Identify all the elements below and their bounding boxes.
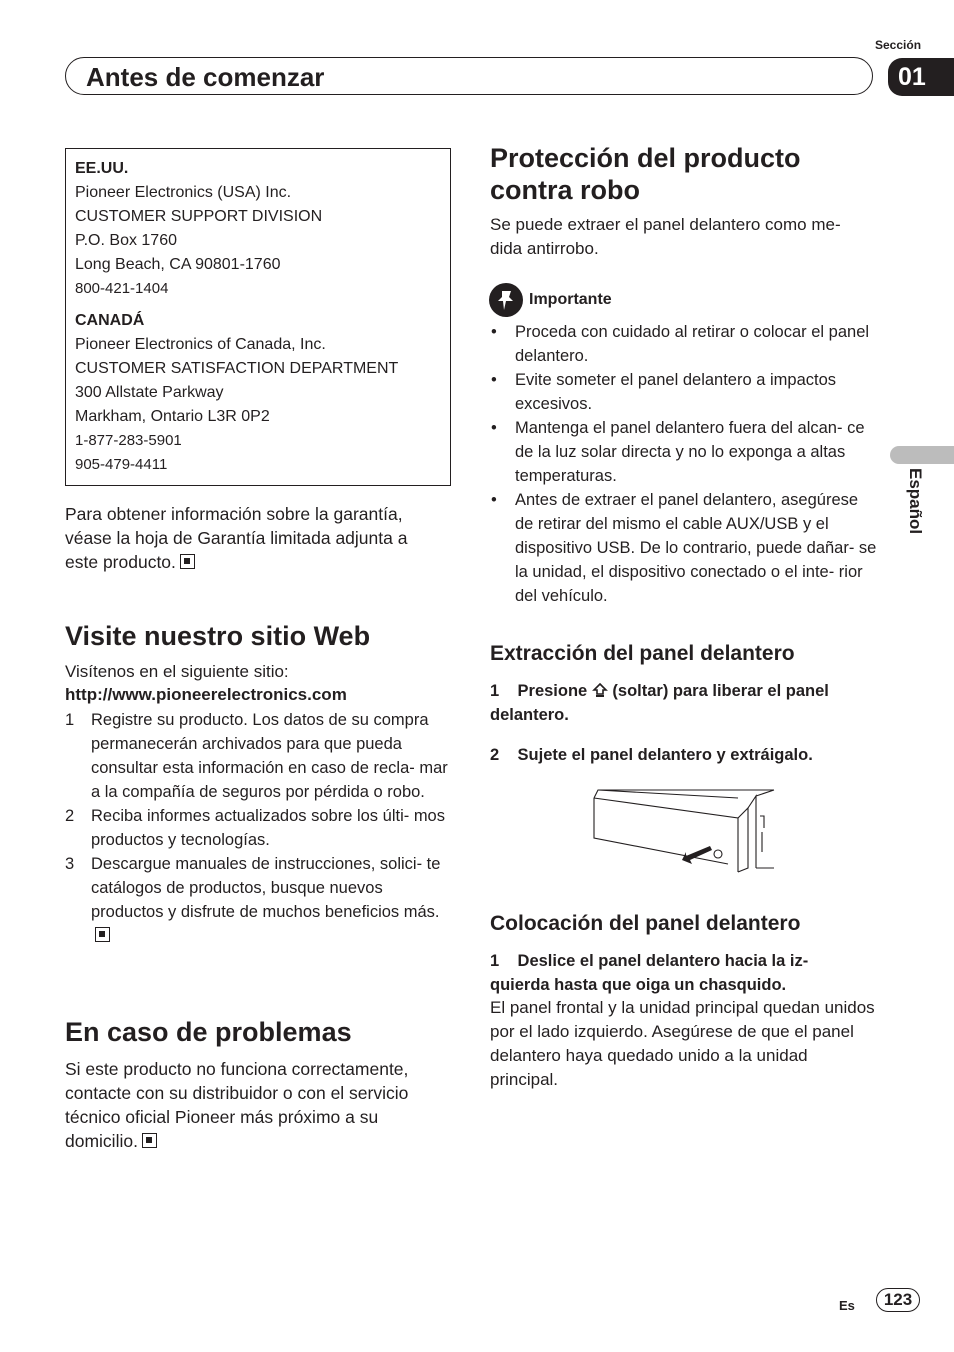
- warranty-paragraph: [65, 502, 445, 574]
- chapter-title: Antes de comenzar: [86, 62, 325, 92]
- chapter-header: [65, 57, 873, 95]
- usa-line: Long Beach, CA 90801-1760: [75, 256, 281, 273]
- list-item-number: 3: [65, 855, 75, 873]
- section-label: Sección: [875, 38, 922, 52]
- bullet-icon: •: [491, 371, 497, 389]
- list-item-text: Mantenga el panel delantero fuera del alcan- ce de la luz solar directa y no lo exponga a altas temperaturas.: [515, 419, 865, 485]
- important-bullets: [489, 320, 877, 608]
- step-text: (soltar) para liberar el panel delantero.: [490, 682, 829, 724]
- important-label: Importante: [529, 291, 612, 308]
- step-text: Deslice el panel delantero hacia la iz- quierda hasta que oiga un chasquido.: [490, 952, 809, 994]
- web-benefits-list: [65, 708, 451, 948]
- canada-line: CUSTOMER SATISFACTION DEPARTMENT: [75, 360, 399, 377]
- web-url-link[interactable]: http://www.pioneerelectronics.com: [65, 685, 347, 704]
- list-item-text: Evite someter el panel delantero a impactos excesivos.: [515, 371, 837, 413]
- problems-text: Si este producto no funciona correctamente, contacte con su distribuidor o con el servicio técnico oficial Pioneer más próximo a su domicilio.: [65, 1059, 409, 1151]
- usa-phone: 800-421-1404: [75, 280, 169, 297]
- attach-step-1: [490, 949, 870, 997]
- problems-paragraph: [65, 1057, 445, 1153]
- list-item-text: Registre su producto. Los datos de su compra permanecerán archivados para que pueda consultar esta información en caso de recla- mar a la compañía de seguros por pérdida o robo.: [91, 711, 448, 801]
- list-item: [65, 804, 451, 852]
- usa-heading: EE.UU.: [75, 160, 129, 177]
- important-notice-header: [489, 283, 612, 317]
- removal-step-2: [490, 743, 880, 767]
- end-mark-icon: [142, 1133, 157, 1148]
- end-mark-icon: [95, 927, 110, 942]
- bullet-icon: •: [491, 491, 497, 509]
- canada-heading: CANADÁ: [75, 312, 145, 329]
- pushpin-icon: [489, 283, 523, 317]
- list-item-number: 1: [65, 711, 75, 729]
- protection-section-title: [490, 142, 801, 206]
- bullet-icon: •: [491, 419, 497, 437]
- list-item: [489, 416, 877, 488]
- step-number: 2: [490, 746, 500, 764]
- list-item-text: Antes de extraer el panel delantero, asegúrese de retirar del mismo el cable AUX/USB y el dispositivo USB. De lo contrario, puede dañar- se la unidad, el dispositivo conectado o el inte- rior del vehículo.: [515, 491, 877, 605]
- removal-section-title: Extracción del panel delantero: [490, 642, 795, 665]
- list-item-text: Proceda con cuidado al retirar o colocar el panel delantero.: [515, 323, 870, 365]
- attach-section-title: Colocación del panel delantero: [490, 912, 801, 935]
- release-button-icon: [592, 682, 613, 700]
- list-item: [489, 488, 877, 608]
- web-intro: Visítenos en el siguiente sitio:: [65, 662, 289, 681]
- list-item: [489, 320, 877, 368]
- protection-title-line: Protección del producto: [490, 143, 801, 173]
- canada-line: Pioneer Electronics of Canada, Inc.: [75, 336, 326, 353]
- page-number: 123: [876, 1288, 920, 1312]
- end-mark-icon: [180, 554, 195, 569]
- removal-step-1: [490, 679, 880, 727]
- contact-address-box: [65, 148, 451, 486]
- bullet-icon: •: [491, 323, 497, 341]
- protection-title-line: contra robo: [490, 175, 641, 205]
- list-item: [65, 708, 451, 804]
- step-text: Sujete el panel delantero y extráigalo.: [517, 746, 813, 764]
- attach-text: El panel frontal y la unidad principal quedan unidos por el lado izquierdo. Asegúrese de que el panel delantero haya quedado unido a la unidad principal.: [490, 998, 875, 1089]
- usa-line: P.O. Box 1760: [75, 232, 177, 249]
- usa-line: CUSTOMER SUPPORT DIVISION: [75, 208, 323, 225]
- list-item-number: 2: [65, 807, 75, 825]
- section-number-badge: 01: [888, 58, 954, 96]
- language-tab-label: Español: [906, 468, 925, 535]
- footer-language-code: Es: [839, 1298, 855, 1313]
- list-item-text: Descargue manuales de instrucciones, solici- te catálogos de productos, busque nuevos productos y disfrute de muchos beneficios más.: [91, 855, 441, 921]
- web-section-title: Visite nuestro sitio Web: [65, 621, 371, 651]
- language-tab-marker: [890, 446, 954, 464]
- list-item-text: Reciba informes actualizados sobre los últi- mos productos y tecnologías.: [91, 807, 445, 849]
- protection-text: Se puede extraer el panel delantero como me- dida antirrobo.: [490, 215, 841, 258]
- step-number: 1: [490, 682, 500, 700]
- list-item: [489, 368, 877, 416]
- list-item: [65, 852, 451, 948]
- canada-phone: 905-479-4411: [75, 456, 168, 473]
- canada-line: 300 Allstate Parkway: [75, 384, 224, 401]
- canada-phone: 1-877-283-5901: [75, 432, 182, 449]
- front-panel-removal-illustration: [588, 782, 778, 879]
- usa-line: Pioneer Electronics (USA) Inc.: [75, 184, 292, 201]
- step-number: 1: [490, 952, 500, 970]
- canada-line: Markham, Ontario L3R 0P2: [75, 408, 270, 425]
- problems-section-title: En caso de problemas: [65, 1017, 352, 1047]
- step-text: Presione: [517, 682, 588, 700]
- warranty-text: Para obtener información sobre la garantía, véase la hoja de Garantía limitada adjunta a este producto.: [65, 504, 408, 572]
